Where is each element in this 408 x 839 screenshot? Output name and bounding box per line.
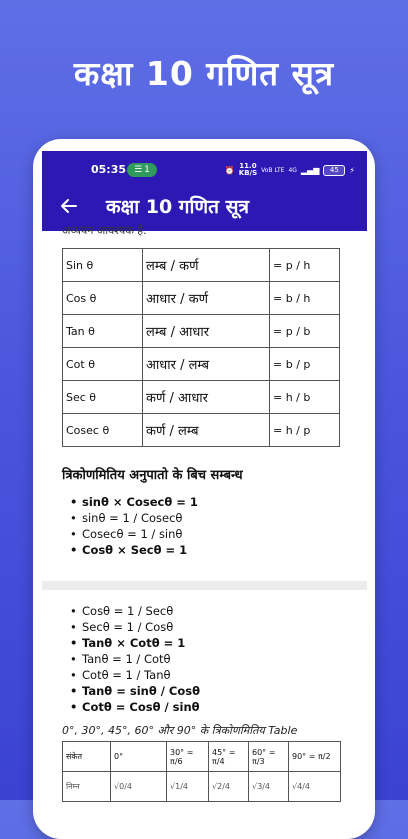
status-bar xyxy=(42,159,367,179)
list-item: • Cosecθ = 1 / sinθ xyxy=(70,526,198,542)
list-item: • Cotθ = 1 / Tanθ xyxy=(70,667,200,683)
table-row xyxy=(63,381,340,414)
list-item: • Cotθ = Cosθ / sinθ xyxy=(70,699,200,715)
call-pill[interactable] xyxy=(127,163,157,177)
status-icons xyxy=(225,163,355,177)
table-cell: √3/4 xyxy=(249,772,289,802)
table-cell: Sec θ xyxy=(63,381,143,414)
call-icon: ☰ xyxy=(134,165,143,175)
table-cell: = h / b xyxy=(270,381,340,414)
page-title: कक्षा 10 गणित सूत्र xyxy=(106,196,249,218)
table-header-cell: 90° = π/2 xyxy=(289,742,341,772)
table-row xyxy=(63,249,340,282)
arrow-left-icon xyxy=(60,197,78,215)
back-button[interactable] xyxy=(56,193,82,219)
table-header-cell: 45° = π/4 xyxy=(209,742,249,772)
table-cell: निम्न xyxy=(63,772,111,802)
table-cell: √4/4 xyxy=(289,772,341,802)
speed-unit: KB/S xyxy=(238,169,258,177)
table-cell: कर्ण / आधार xyxy=(143,381,270,414)
alarm-icon: ⏰ xyxy=(224,165,235,175)
relations-heading: त्रिकोणमितिय अनुपातो के बिच सम्बन्ध xyxy=(62,468,243,483)
table-cell: = b / p xyxy=(270,348,340,381)
list-item: • Tanθ = sinθ / Cosθ xyxy=(70,683,200,699)
table-header-cell: संकेत xyxy=(63,742,111,772)
table-cell: = p / h xyxy=(270,249,340,282)
table-cell: Sin θ xyxy=(63,249,143,282)
ratio-table xyxy=(62,248,340,447)
table-cell: √2/4 xyxy=(209,772,249,802)
table-cell: √1/4 xyxy=(167,772,209,802)
charging-icon: ⚡ xyxy=(349,165,355,175)
app-screen xyxy=(42,151,367,800)
list-item: • Secθ = 1 / Cosθ xyxy=(70,619,200,635)
speed-value: 11.0 xyxy=(239,162,257,170)
table-cell: = h / p xyxy=(270,414,340,447)
table-cell: लम्ब / आधार xyxy=(143,315,270,348)
table-cell: कर्ण / लम्ब xyxy=(143,414,270,447)
table-cell: = p / b xyxy=(270,315,340,348)
table-row xyxy=(63,282,340,315)
angle-table-caption: 0°, 30°, 45°, 60° और 90° के त्रिकोणमितिय Table xyxy=(62,724,298,737)
table-row xyxy=(63,414,340,447)
relations-list xyxy=(70,494,198,558)
list-item: • Tanθ = 1 / Cotθ xyxy=(70,651,200,667)
table-cell: लम्ब / कर्ण xyxy=(143,249,270,282)
table-cell: Cosec θ xyxy=(63,414,143,447)
table-header-cell: 60° = π/3 xyxy=(249,742,289,772)
network-type: 4G xyxy=(288,166,297,174)
list-item: • sinθ = 1 / Cosecθ xyxy=(70,510,198,526)
app-bar xyxy=(42,151,367,231)
table-cell: = b / h xyxy=(270,282,340,315)
relations-list-2 xyxy=(70,603,200,715)
table-cell: आधार / कर्ण xyxy=(143,282,270,315)
table-row xyxy=(63,348,340,381)
list-item: • Cosθ × Secθ = 1 xyxy=(70,542,198,558)
table-cell: √0/4 xyxy=(111,772,167,802)
status-time: 05:35 xyxy=(91,163,127,176)
battery-level: 45 xyxy=(329,166,339,174)
formula-content[interactable] xyxy=(42,224,367,800)
network-speed xyxy=(239,163,257,177)
battery-icon xyxy=(323,165,345,176)
table-row xyxy=(63,742,341,772)
list-item: • Cosθ = 1 / Secθ xyxy=(70,603,200,619)
table-row xyxy=(63,315,340,348)
volte-label: VoB LTE xyxy=(261,166,285,174)
list-item: • sinθ × Cosecθ = 1 xyxy=(70,494,198,510)
signal-icon: ▂▄▆ xyxy=(300,165,320,175)
table-cell: Cos θ xyxy=(63,282,143,315)
promo-title: कक्षा 10 गणित सूत्र xyxy=(73,54,335,93)
table-row xyxy=(63,772,341,802)
section-divider xyxy=(42,581,367,590)
table-cell: Cot θ xyxy=(63,348,143,381)
table-cell: आधार / लम्ब xyxy=(143,348,270,381)
table-cell: Tan θ xyxy=(63,315,143,348)
call-pill-count: 1 xyxy=(144,165,150,175)
table-header-cell: 30° = π/6 xyxy=(167,742,209,772)
table-header-cell: 0° xyxy=(111,742,167,772)
list-item: • Tanθ × Cotθ = 1 xyxy=(70,635,200,651)
intro-text: अध्ययन आवश्यक है. xyxy=(62,224,147,237)
angle-table xyxy=(62,741,341,802)
